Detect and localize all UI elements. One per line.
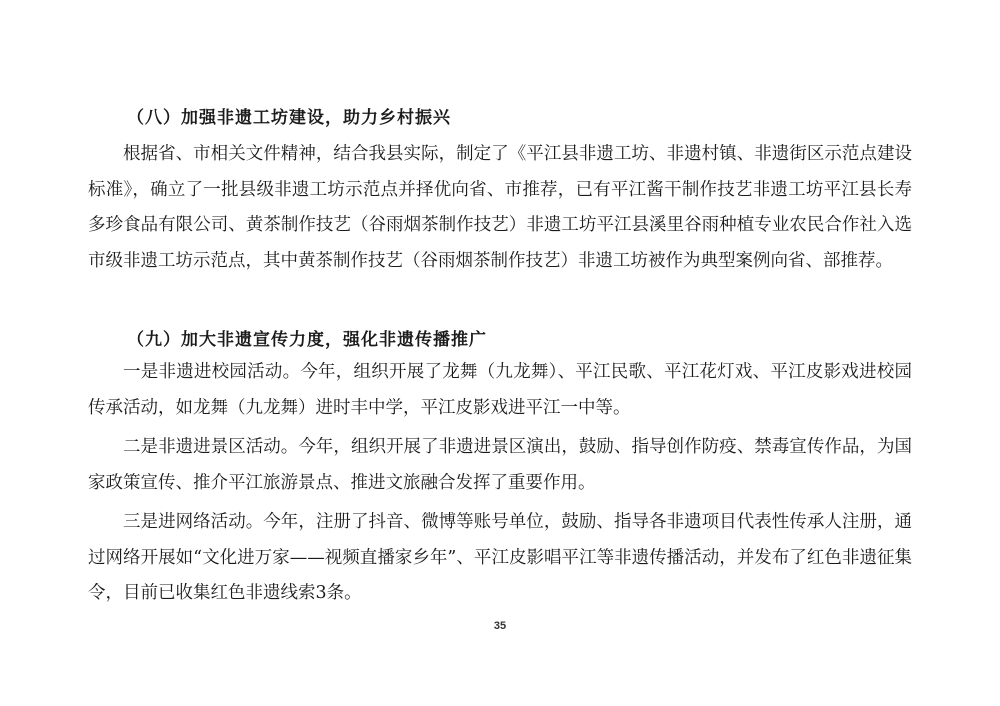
paragraph-scenic-activities: 二是非遗进景区活动。今年，组织开展了非遗进景区演出，鼓励、指导创作防疫、禁毒宣传作品，为国家政策宣传、推介平江旅游景点、推进文旅融合发挥了重要作用。 (88, 437, 912, 493)
section-heading-8: （八）加强非遗工坊建设，助力乡村振兴 (127, 108, 451, 128)
paragraph-campus-activities: 一是非遗进校园活动。今年，组织开展了龙舞（九龙舞）、平江民歌、平江花灯戏、平江皮影戏进校园传承活动，如龙舞（九龙舞）进时丰中学，平江皮影戏进平江一中等。 (88, 362, 912, 418)
section-heading-9: （九）加大非遗宣传力度，强化非遗传播推广 (127, 330, 487, 350)
page-number: 35 (493, 620, 507, 632)
paragraph-intangible-workshops: 根据省、市相关文件精神，结合我县实际，制定了《平江县非遗工坊、非遗村镇、非遗街区示范点建设标准》，确立了一批县级非遗工坊示范点并择优向省、市推荐，已有平江酱干制作技艺非遗工坊平江县长寿多珍食品有限公司、黄茶制作技艺（谷雨烟茶制作技艺）非遗工坊平江县溪里谷雨种植专业农民合作社入选市级非遗工坊示范点，其中黄茶制作技艺（谷雨烟茶制作技艺）非遗工坊被作为典型案例向省、部推荐。 (88, 144, 912, 271)
paragraph-online-activities: 三是进网络活动。今年，注册了抖音、微博等账号单位，鼓励、指导各非遗项目代表性传承人注册，通过网络开展如“文化进万家——视频直播家乡年”、平江皮影唱平江等非遗传播活动，并发布了红色非遗征集令，目前已收集红色非遗线索3条。 (88, 512, 912, 603)
